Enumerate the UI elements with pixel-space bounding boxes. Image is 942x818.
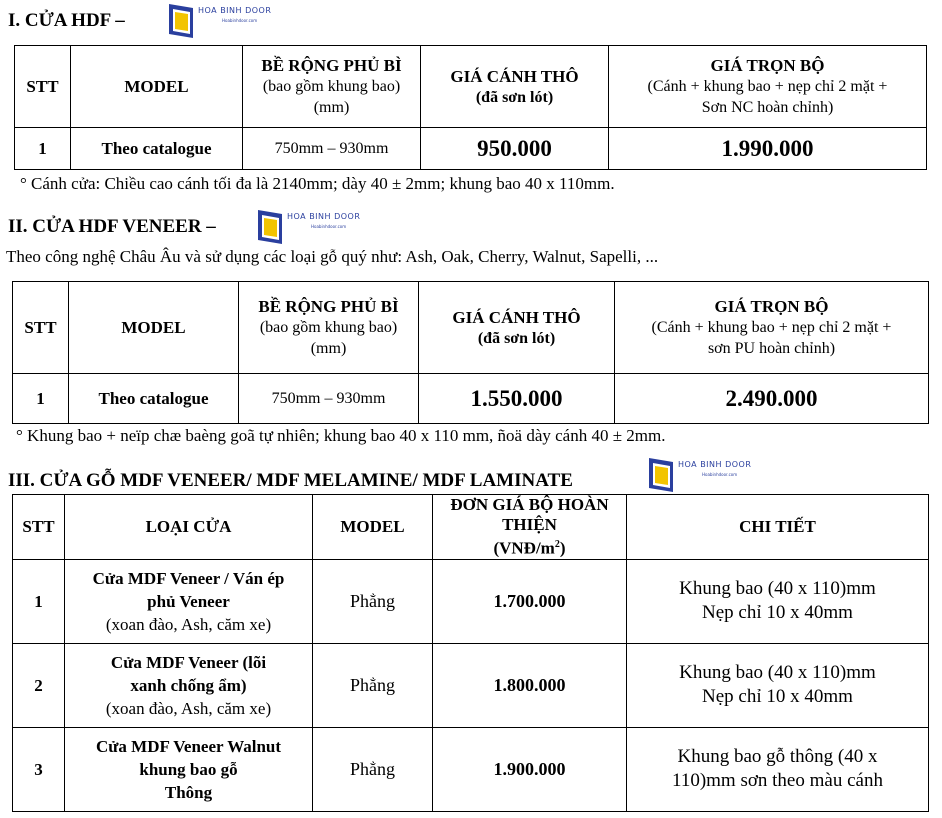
row-model: Phẳng [313,727,433,811]
section3-table [12,494,929,812]
row-model: Theo catalogue [71,128,243,170]
row-detail: Khung bao gỗ thông (40 x 110)mm sơn theo màu cánh [627,727,929,811]
row-model: Phẳng [313,559,433,643]
row-stt: 1 [13,559,65,643]
header-model: MODEL [71,46,243,128]
row-stt: 2 [13,643,65,727]
row-detail: Khung bao (40 x 110)mm Nẹp chỉ 10 x 40mm [627,559,929,643]
header-full-price: GIÁ TRỌN BỘ (Cánh + khung bao + nẹp chỉ 2 mặt + Sơn NC hoàn chỉnh) [609,46,927,128]
row-type: Cửa MDF Veneer Walnut khung bao gỗ Thông [65,727,313,811]
table-row [13,559,929,643]
row-price: 1.900.000 [433,727,627,811]
table-row [13,374,929,424]
header-width: BỀ RỘNG PHỦ BÌ (bao gồm khung bao) (mm) [243,46,421,128]
row-detail: Khung bao (40 x 110)mm Nẹp chỉ 10 x 40mm [627,643,929,727]
door-logo-icon [646,456,676,494]
table-row [13,727,929,811]
header-type: LOẠI CỬA [65,495,313,560]
section2-intro: Theo công nghệ Châu Âu và sử dụng các loại gỗ quý như: Ash, Oak, Cherry, Walnut, Sapelli, ... [6,247,659,266]
header-width: BỀ RỘNG PHỦ BÌ (bao gồm khung bao) (mm) [239,282,419,374]
hoa-binh-door-logo: HOA BINH DOOR Hoabinhdoor.com [646,456,758,496]
header-detail: CHI TIẾT [627,495,929,560]
row-raw-price: 1.550.000 [419,374,615,424]
header-model: MODEL [313,495,433,560]
table-row [15,128,927,170]
door-logo-icon [166,2,196,40]
row-model: Theo catalogue [69,374,239,424]
row-full-price: 1.990.000 [609,128,927,170]
row-full-price: 2.490.000 [615,374,929,424]
header-stt: STT [13,282,69,374]
row-width: 750mm – 930mm [243,128,421,170]
header-raw-price: GIÁ CÁNH THÔ (đã sơn lót) [419,282,615,374]
header-price: ĐƠN GIÁ BỘ HOÀN THIỆN $(VNĐ/m^2)$ [433,495,627,560]
section2-table [12,281,929,424]
section1-title: I. CỬA HDF – [8,10,125,31]
row-type: Cửa MDF Veneer / Ván ép phủ Veneer (xoan đào, Ash, căm xe) [65,559,313,643]
row-stt: 3 [13,727,65,811]
row-model: Phẳng [313,643,433,727]
header-stt: STT [15,46,71,128]
section2-title: II. CỬA HDF VENEER – [8,216,216,237]
table-row [13,643,929,727]
section2-note: ° Khung bao + neïp chæ baèng goã tự nhiên; khung bao 40 x 110 mm, ñoä dày cánh 40 ± 2mm. [16,426,666,445]
row-stt: 1 [13,374,69,424]
section1-table [14,45,927,170]
header-raw-price: GIÁ CÁNH THÔ (đã sơn lót) [421,46,609,128]
section3-title: III. CỬA GỖ MDF VENEER/ MDF MELAMINE/ MDF LAMINATE [8,470,573,491]
header-model: MODEL [69,282,239,374]
row-raw-price: 950.000 [421,128,609,170]
header-stt: STT [13,495,65,560]
door-logo-icon [255,208,285,246]
row-price: 1.800.000 [433,643,627,727]
row-width: 750mm – 930mm [239,374,419,424]
row-stt: 1 [15,128,71,170]
hoa-binh-door-logo: HOA BINH DOOR Hoabinhdoor.com [166,2,278,42]
row-price: 1.700.000 [433,559,627,643]
hoa-binh-door-logo: HOA BINH DOOR Hoabinhdoor.com [255,208,367,248]
header-full-price: GIÁ TRỌN BỘ (Cánh + khung bao + nẹp chỉ 2 mặt + sơn PU hoàn chỉnh) [615,282,929,374]
row-type: Cửa MDF Veneer (lõi xanh chống ẩm) (xoan đào, Ash, căm xe) [65,643,313,727]
section1-note: ° Cánh cửa: Chiều cao cánh tối đa là 2140mm; dày 40 ± 2mm; khung bao 40 x 110mm. [20,174,615,193]
